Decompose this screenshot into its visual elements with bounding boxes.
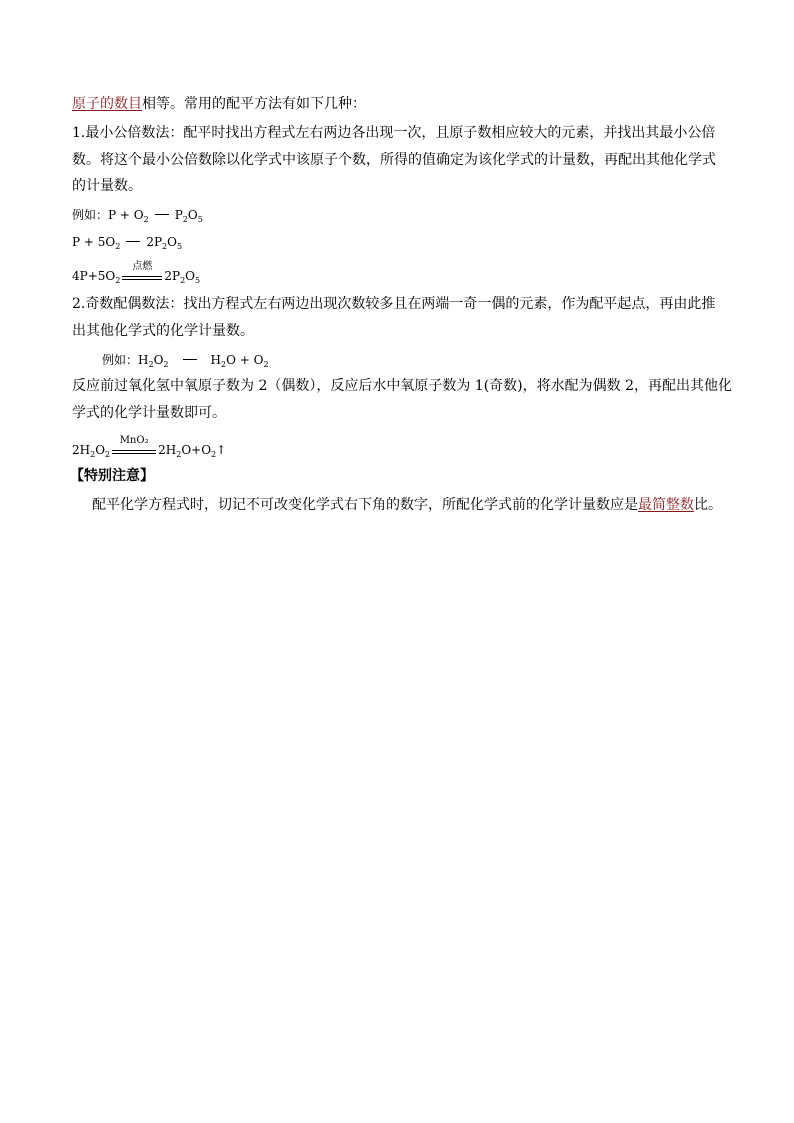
method2-line1: 2.奇数配偶数法：找出方程式左右两边出现次数较多且在两端一奇一偶的元素，作为配平起点，再由此推 [72,296,716,312]
eq-text: O [185,269,195,283]
eq-sub: 5 [195,276,201,285]
method1-line3: 的计量数。 [72,178,142,194]
eq-sub: 2 [148,360,154,369]
eq-sub: 2 [115,276,121,285]
highlight-text: 原子的数目 [72,96,142,112]
reaction-condition: MnO₂ [119,435,149,446]
method2-eq2 [72,435,227,459]
eq-sub: 2 [176,450,182,459]
intro-line [72,96,366,112]
method1-eq2 [72,234,182,250]
eq-text: 2H [72,443,91,457]
reaction-arrow [112,435,156,456]
eq-text: 2P [146,235,163,249]
eq-text: 4P+5O [72,269,116,283]
equals-bars [122,276,162,280]
eq-text: O [187,208,198,222]
eq-sub: 2 [211,450,217,459]
method1-line1: 1.最小公倍数法：配平时找出方程式左右两边各出现一次，且原子数相应较大的元素，并找出其最小公倍 [72,125,716,141]
dash-symbol [155,214,169,215]
note-text-after: 比。 [694,497,722,513]
note-heading: 【特别注意】 [70,468,154,484]
example-label: 例如： [102,353,139,367]
eq-sub: 2 [162,242,168,251]
example-label: 例如： [72,208,109,222]
dash-symbol [126,241,140,242]
eq-text: O [153,353,164,367]
eq-text: O [95,443,106,457]
equals-bars [112,450,156,454]
eq-sub: 2 [163,360,169,369]
eq-text: O [167,235,177,249]
dash-symbol [183,359,197,360]
eq-text: P [174,208,183,222]
eq-sub: 2 [115,242,121,251]
method2-para2: 学式的化学计量数即可。 [72,405,226,421]
eq-sub: 2 [180,276,186,285]
method2-para1: 反应前过氧化氢中氧原子数为 2（偶数），反应后水中氧原子数为 1(奇数)，将水配为偶数 2，再配出其他化 [72,378,732,394]
highlight-text: 最简整数 [638,497,694,513]
reaction-condition: 点燃 [132,261,153,272]
eq-text: P + O [108,208,144,222]
reaction-arrow [122,261,162,282]
eq-sub: 2 [182,215,188,224]
eq-sub: 2 [220,360,227,369]
eq-text: 2H [158,443,177,457]
method1-eq3 [72,261,201,285]
eq-text: P + 5O [72,235,116,249]
eq-sub: 2 [263,360,269,369]
eq-text: O + O [226,353,264,367]
eq-text: H [138,353,149,367]
eq-text: 2P [164,269,181,283]
note-text [92,497,722,513]
eq-sub: 2 [143,215,149,224]
method1-line2: 数。将这个最小公倍数除以化学式中该原子个数，所得的值确定为该化学式的计量数，再配出其他化学式 [72,152,716,168]
eq-sub: 2 [90,450,96,459]
eq-sub: 5 [197,215,203,224]
gas-arrow-icon: ↑ [216,443,227,457]
method1-example-eq1 [72,207,203,223]
eq-sub: 2 [105,450,111,459]
eq-text: H [210,353,221,367]
eq-sub: 5 [176,242,183,251]
note-text-before: 配平化学方程式时，切记不可改变化学式右下角的数字，所配化学式前的化学计量数应是 [92,497,638,513]
method2-example-eq1 [102,352,269,368]
eq-text: O+O [181,443,212,457]
intro-rest: 相等。常用的配平方法有如下几种： [142,96,366,112]
method2-line2: 出其他化学式的化学计量数。 [72,323,254,339]
